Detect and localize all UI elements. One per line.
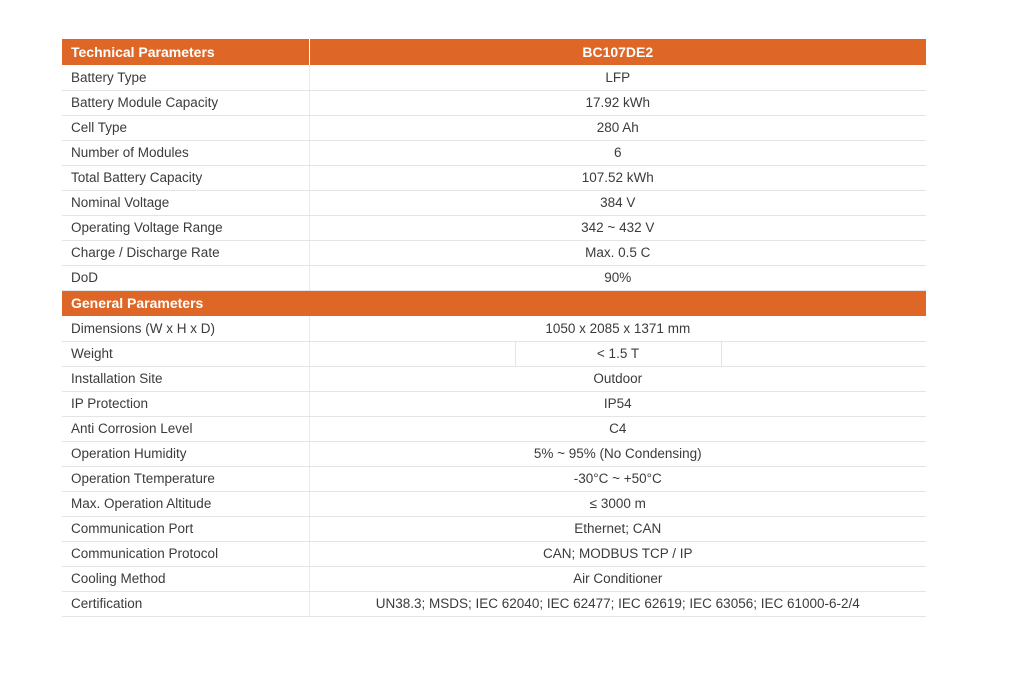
table-row — [62, 316, 926, 341]
row-value: Max. 0.5 C — [309, 240, 926, 265]
row-label: Certification — [62, 591, 309, 616]
row-label: Charge / Discharge Rate — [62, 240, 309, 265]
table-row-weight — [62, 341, 926, 366]
row-value: IP54 — [309, 391, 926, 416]
technical-header-title: Technical Parameters — [62, 39, 309, 65]
row-value: Outdoor — [309, 366, 926, 391]
table-row — [62, 366, 926, 391]
row-value: Air Conditioner — [309, 566, 926, 591]
row-value: -30°C ~ +50°C — [309, 466, 926, 491]
row-value: 90% — [309, 265, 926, 290]
table-row — [62, 165, 926, 190]
row-label: IP Protection — [62, 391, 309, 416]
row-label: Battery Module Capacity — [62, 90, 309, 115]
row-value: 6 — [309, 140, 926, 165]
table-row — [62, 466, 926, 491]
row-value: 17.92 kWh — [309, 90, 926, 115]
table-row — [62, 566, 926, 591]
general-header-title: General Parameters — [62, 290, 926, 316]
row-label: Installation Site — [62, 366, 309, 391]
technical-parameters-table — [62, 39, 926, 617]
row-value: 107.52 kWh — [309, 165, 926, 190]
row-value: 280 Ah — [309, 115, 926, 140]
blank-cell — [309, 341, 515, 366]
row-label: Number of Modules — [62, 140, 309, 165]
table-row — [62, 516, 926, 541]
row-label: Operating Voltage Range — [62, 215, 309, 240]
row-label: Dimensions (W x H x D) — [62, 316, 309, 341]
technical-section-header — [62, 39, 926, 65]
row-label: Weight — [62, 341, 309, 366]
row-label: Battery Type — [62, 65, 309, 90]
table-row — [62, 591, 926, 616]
row-label: Anti Corrosion Level — [62, 416, 309, 441]
row-label: DoD — [62, 265, 309, 290]
row-value: CAN; MODBUS TCP / IP — [309, 541, 926, 566]
row-value: 5% ~ 95% (No Condensing) — [309, 441, 926, 466]
table-row — [62, 115, 926, 140]
table-row — [62, 215, 926, 240]
row-label: Cell Type — [62, 115, 309, 140]
row-value: C4 — [309, 416, 926, 441]
row-value: Ethernet; CAN — [309, 516, 926, 541]
table-row — [62, 441, 926, 466]
table-row — [62, 491, 926, 516]
table-row — [62, 65, 926, 90]
row-value: UN38.3; MSDS; IEC 62040; IEC 62477; IEC 62619; IEC 63056; IEC 61000-6-2/4 — [309, 591, 926, 616]
model-name: BC107DE2 — [309, 39, 926, 65]
table-row — [62, 416, 926, 441]
table-row — [62, 190, 926, 215]
table-row — [62, 541, 926, 566]
row-value: < 1.5 T — [515, 341, 721, 366]
table-row — [62, 265, 926, 290]
table-row — [62, 90, 926, 115]
table-row — [62, 240, 926, 265]
row-label: Cooling Method — [62, 566, 309, 591]
row-value: 384 V — [309, 190, 926, 215]
general-section-header — [62, 290, 926, 316]
row-label: Communication Protocol — [62, 541, 309, 566]
row-label: Operation Humidity — [62, 441, 309, 466]
table-row — [62, 140, 926, 165]
row-label: Nominal Voltage — [62, 190, 309, 215]
row-value: ≤ 3000 m — [309, 491, 926, 516]
row-label: Total Battery Capacity — [62, 165, 309, 190]
row-value: 342 ~ 432 V — [309, 215, 926, 240]
table-row — [62, 391, 926, 416]
row-label: Operation Ttemperature — [62, 466, 309, 491]
row-label: Communication Port — [62, 516, 309, 541]
row-value: 1050 x 2085 x 1371 mm — [309, 316, 926, 341]
row-label: Max. Operation Altitude — [62, 491, 309, 516]
row-value: LFP — [309, 65, 926, 90]
blank-cell — [721, 341, 926, 366]
